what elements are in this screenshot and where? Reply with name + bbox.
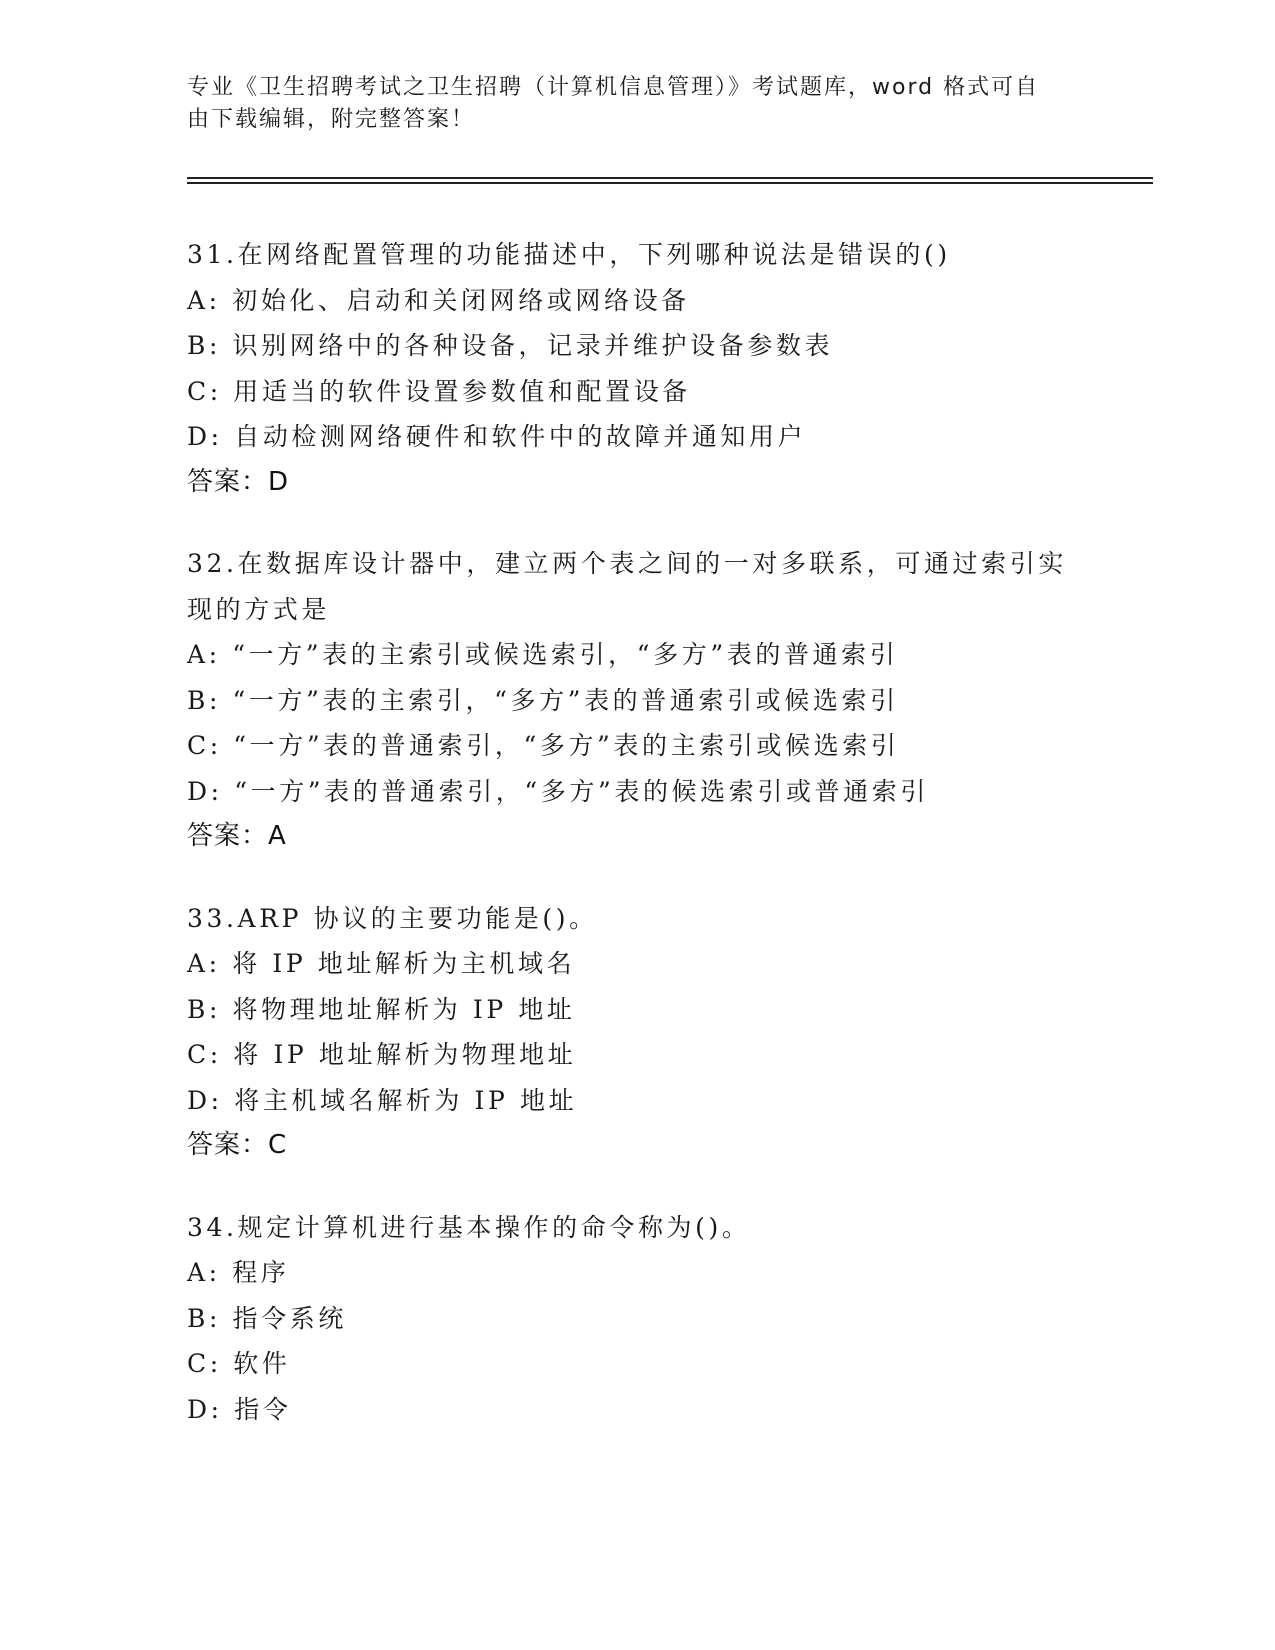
option-c: C: “一方”表的普通索引，“多方”表的主索引或候选索引 — [187, 731, 900, 760]
question-list — [187, 232, 1107, 1468]
header-line-2: 由下载编辑，附完整答案！ — [187, 107, 476, 132]
option-a: A: 将 IP 地址解析为主机域名 — [187, 949, 576, 978]
option-d: D: 指令 — [187, 1394, 292, 1424]
answer-label: 答案：C — [187, 1130, 288, 1160]
question-33 — [187, 896, 1107, 1169]
option-b: B: “一方”表的主索引，“多方”表的普通索引或候选索引 — [187, 685, 899, 715]
question-stem: 31.在网络配置管理的功能描述中，下列哪种说法是错误的() — [187, 240, 951, 269]
document-header — [187, 72, 1087, 136]
option-c: C: 软件 — [187, 1349, 291, 1378]
option-a: A: “一方”表的主索引或候选索引，“多方”表的普通索引 — [187, 640, 899, 669]
question-31 — [187, 232, 1107, 505]
option-b: B: 指令系统 — [187, 1303, 347, 1333]
question-34 — [187, 1205, 1107, 1433]
question-stem: 34.规定计算机进行基本操作的命令称为()。 — [187, 1212, 751, 1242]
question-32 — [187, 541, 1107, 860]
option-d: D: 将主机域名解析为 IP 地址 — [187, 1085, 578, 1115]
answer-label: 答案：A — [187, 821, 287, 851]
answer-label: 答案：D — [187, 466, 290, 497]
question-stem: 33.ARP 协议的主要功能是()。 — [187, 903, 598, 933]
header-line-1: 专业《卫生招聘考试之卫生招聘（计算机信息管理）》考试题库，word 格式可自 — [187, 75, 1040, 100]
question-stem-continued: 现的方式是 — [187, 594, 331, 624]
header-divider-bottom — [187, 182, 1153, 184]
option-c: C: 用适当的软件设置参数值和配置设备 — [187, 376, 691, 406]
header-divider-top — [187, 177, 1153, 179]
option-d: D: “一方”表的普通索引，“多方”表的候选索引或普通索引 — [187, 776, 929, 806]
option-b: B: 将物理地址解析为 IP 地址 — [187, 994, 576, 1024]
option-d: D: 自动检测网络硬件和软件中的故障并通知用户 — [187, 422, 807, 451]
option-a: A: 程序 — [187, 1258, 290, 1287]
option-b: B: 识别网络中的各种设备，记录并维护设备参数表 — [187, 331, 834, 360]
option-c: C: 将 IP 地址解析为物理地址 — [187, 1040, 577, 1069]
option-a: A: 初始化、启动和关闭网络或网络设备 — [187, 285, 690, 315]
question-stem: 32.在数据库设计器中，建立两个表之间的一对多联系，可通过索引实 — [187, 549, 1067, 578]
